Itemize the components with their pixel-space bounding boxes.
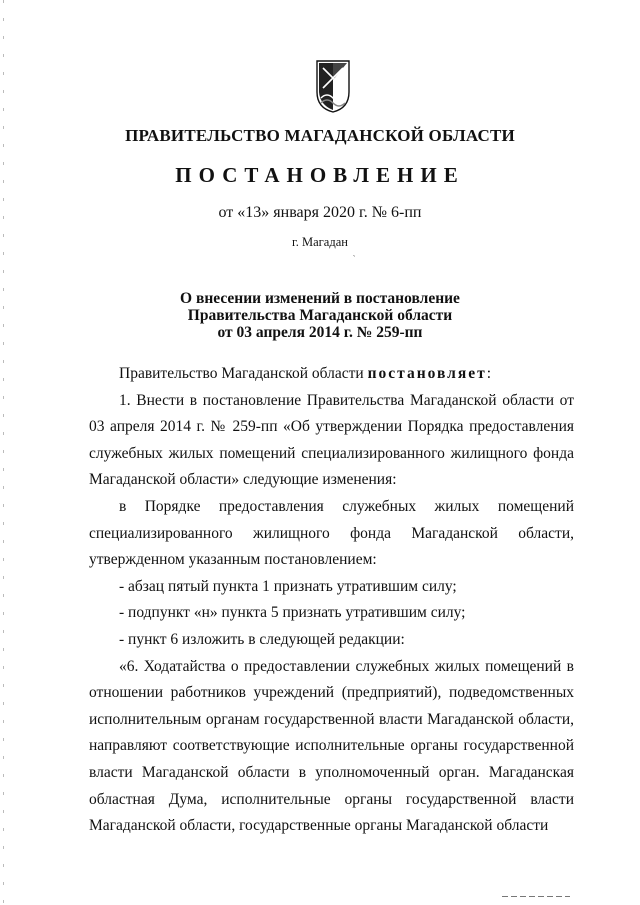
paragraph-4: - подпункт «н» пункта 5 признать утратившим силу;: [119, 604, 466, 622]
resolves-word: постановляет: [367, 365, 487, 382]
paragraph-1: 1. Внести в постановление Правительства Магаданской области от 03 апреля 2014 г. № 259-пп «Об утверждении Порядка предоставления служебных жилых помещений специализированного жилищного фонда Магаданской области» следующие изменения:: [89, 391, 574, 489]
document-type-title: ПОСТАНОВЛЕНИЕ: [175, 163, 465, 187]
document-date-number: от «13» января 2020 г. № 6-пп: [218, 204, 422, 221]
scan-mark: ‵: [353, 254, 356, 264]
magadan-coat-of-arms-icon: [315, 58, 351, 114]
organization-title: ПРАВИТЕЛЬСТВО МАГАДАНСКОЙ ОБЛАСТИ: [125, 126, 515, 145]
document-subject: [0, 290, 640, 341]
subject-line: Правительства Магаданской области: [187, 307, 453, 324]
intro-colon: :: [486, 365, 492, 382]
paragraph-2: в Порядке предоставления служебных жилых помещений специализированного жилищного фонда Магаданской области, утвержденном указанным постановлением:: [89, 497, 574, 569]
document-city: г. Магадан: [292, 235, 348, 249]
subject-line: от 03 апреля 2014 г. № 259-пп: [217, 324, 423, 341]
paragraph-3: - абзац пятый пункта 1 признать утратившим силу;: [119, 577, 457, 595]
paragraph-5: - пункт 6 изложить в следующей редакции:: [119, 630, 405, 648]
document-body: [89, 361, 574, 840]
subject-line: О внесении изменений в постановление: [180, 290, 460, 307]
page-bottom-mark: [502, 896, 570, 897]
intro-text: Правительство Магаданской области: [119, 365, 368, 382]
paragraph-6: «6. Ходатайства о предоставлении служебных жилых помещений в отношении работников учреждений (предприятий), подведомственных исполнительным органам государственной власти Магаданской области, направляют соответствующие исполнительные органы государственной власти Магаданской области в уполномоченный орган. Магаданская областная Дума, исполнительные органы государственной власти Магаданской области, государственные органы Магаданской области: [89, 657, 574, 835]
resolution-intro: [89, 361, 574, 388]
